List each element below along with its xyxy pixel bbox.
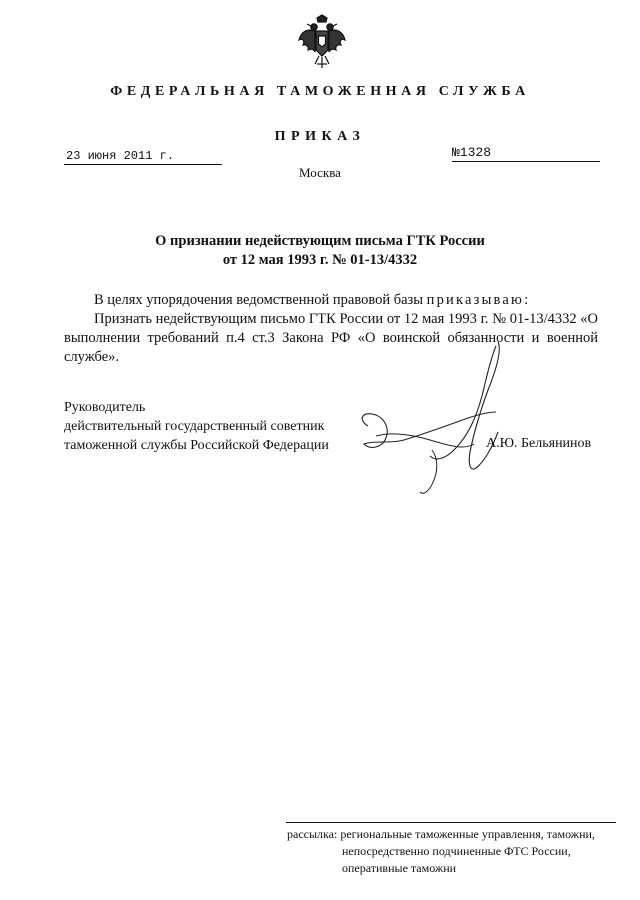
intro-paragraph — [64, 291, 598, 310]
heading-line-2: от 12 мая 1993 г. № 01-13/4332 — [222, 252, 418, 268]
signer-title-line-3: таможенной службы Российской Федерации — [64, 438, 329, 453]
order-date: 23 июня 2011 г. — [64, 149, 222, 165]
signer-name: А.Ю. Бельянинов — [486, 436, 592, 451]
distribution-list — [287, 826, 627, 877]
order-number: №1328 — [452, 145, 600, 162]
order-heading — [80, 232, 560, 270]
order-paragraph: Признать недействующим письмо ГТК России от 12 мая 1993 г. № 01-13/4332 «О выполнении требований п.4 ст.3 Закона РФ «О воинской обязанности и военной службе». — [64, 311, 598, 365]
order-city: Москва — [299, 165, 341, 180]
intro-text: В целях упорядочения ведомственной правовой базы — [94, 292, 424, 308]
order-verb: приказываю: — [426, 292, 531, 308]
distribution-divider — [286, 822, 616, 823]
signer-title-line-1: Руководитель — [64, 400, 146, 415]
coat-of-arms-icon — [297, 14, 347, 70]
signer-block — [64, 398, 384, 455]
signer-title-line-2: действительный государственный советник — [64, 419, 325, 434]
distribution-line-3: оперативные таможни — [342, 861, 457, 875]
document-type: ПРИКАЗ — [274, 129, 366, 144]
distribution-line-1: рассылка: региональные таможенные управления, таможни, — [287, 827, 595, 841]
heading-line-1: О признании недействующим письма ГТК России — [155, 233, 485, 249]
agency-name: ФЕДЕРАЛЬНАЯ ТАМОЖЕННАЯ СЛУЖБА — [110, 84, 530, 99]
distribution-line-2: непосредственно подчиненные ФТС России, — [342, 844, 571, 858]
